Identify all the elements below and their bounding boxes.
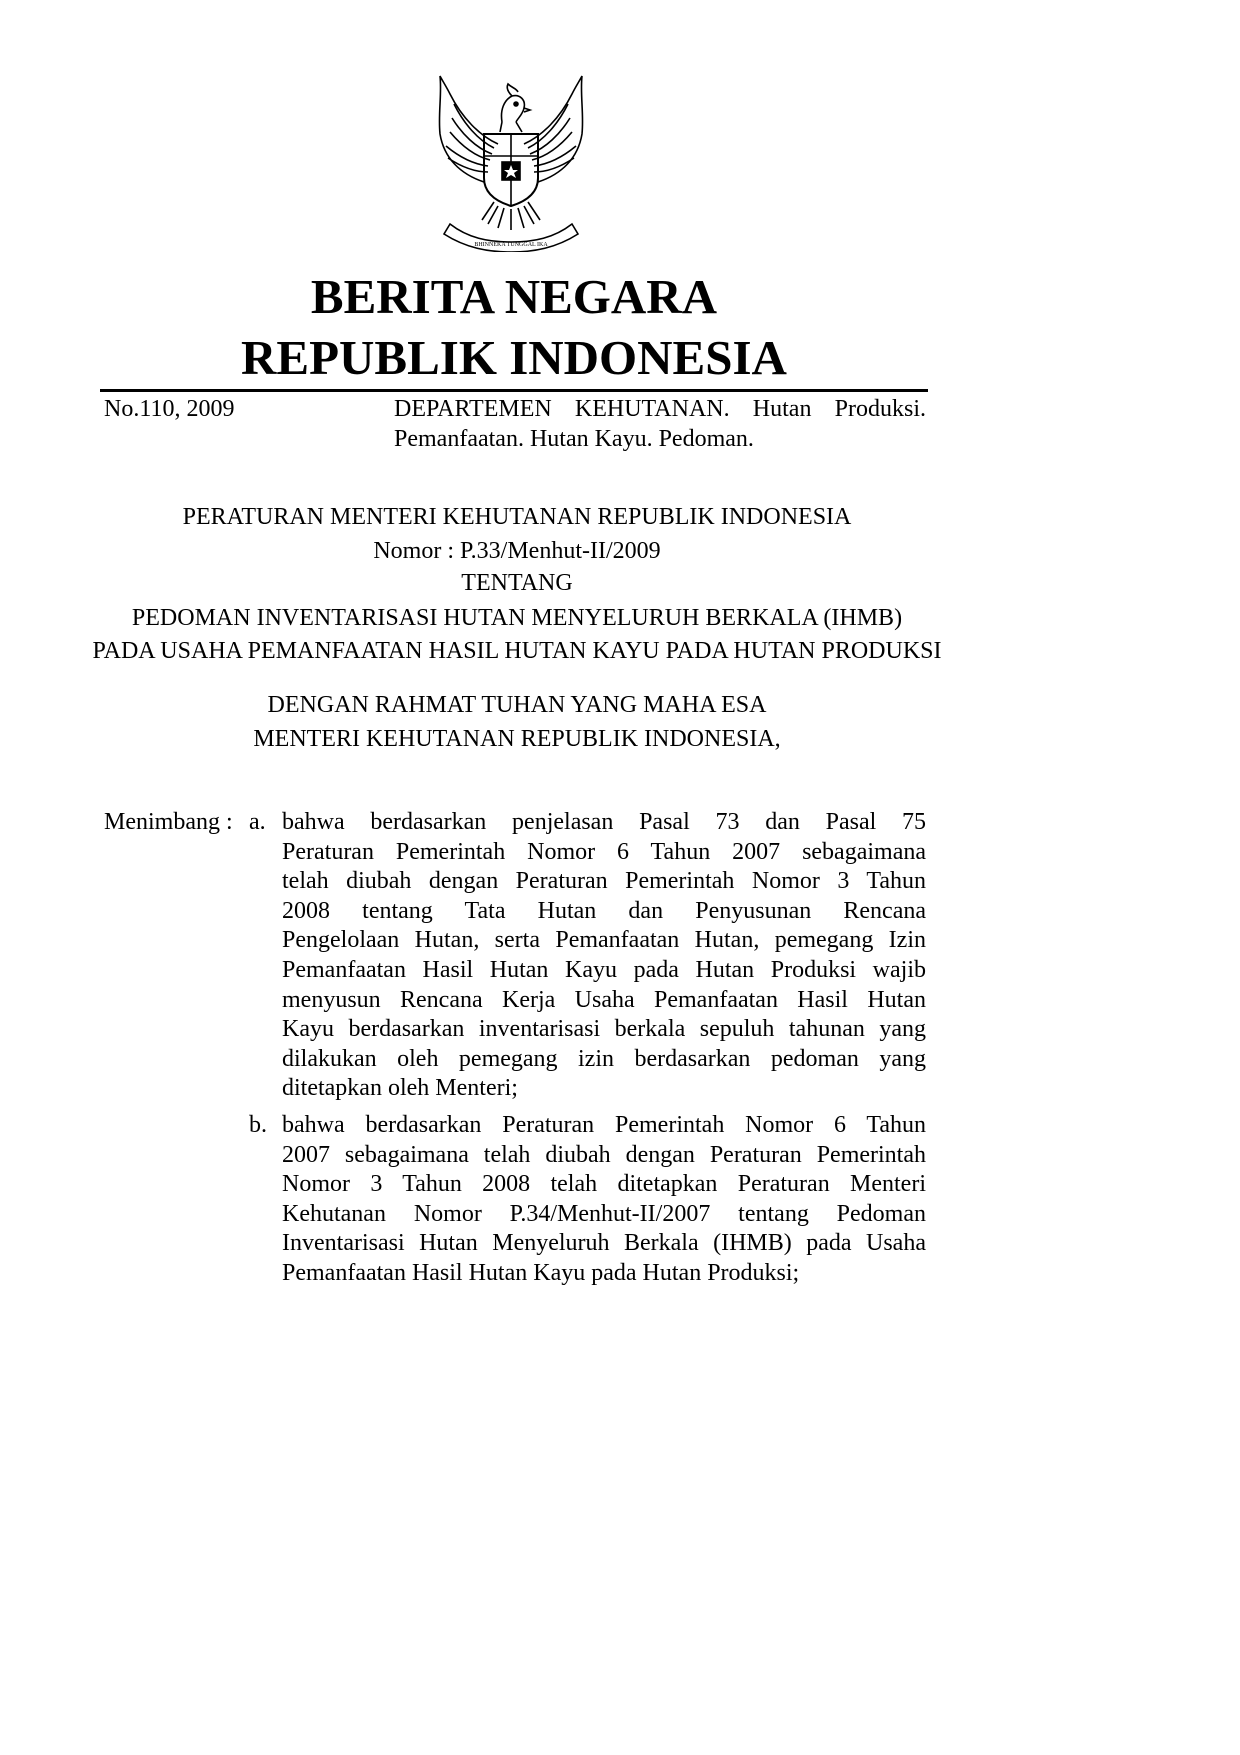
paragraph-line: Peraturan Pemerintah Nomor 6 Tahun 2007 sebagaimana [282,838,926,865]
paragraph-line: telah diubah dengan Peraturan Pemerintah Nomor 3 Tahun [282,868,926,895]
paragraph-line: bahwa berdasarkan Peraturan Pemerintah Nomor 6 Tahun [282,1112,926,1138]
paragraph-line: Kayu berdasarkan inventarisasi berkala sepuluh tahunan yang [282,1016,926,1043]
paragraph-line: Pemanfaatan Hasil Hutan Kayu pada Hutan Produksi; [282,1259,800,1286]
menimbang-item-a [282,808,926,1104]
menimbang-item-b [282,1111,926,1289]
paragraph-line: Pemanfaatan Hasil Hutan Kayu pada Hutan Produksi wajib [282,956,926,983]
paragraph-line: dilakukan oleh pemegang izin berdasarkan pedoman yang [282,1045,926,1072]
paragraph-line: ditetapkan oleh Menteri; [282,1075,518,1102]
paragraph-line: Pengelolaan Hutan, serta Pemanfaatan Hutan, pemegang Izin [282,927,926,954]
item-marker: a. [249,809,266,835]
paragraph-line: menyusun Rencana Kerja Usaha Pemanfaatan Hasil Hutan [282,986,926,1013]
paragraph-line: 2007 sebagaimana telah diubah dengan Peraturan Pemerintah [282,1141,926,1168]
masthead-subtitle: REPUBLIK INDONESIA [241,330,787,385]
issue-subject-line: Pemanfaatan. Hutan Kayu. Pedoman. [394,426,754,452]
garuda-emblem-icon [428,74,594,252]
emblem-banner-text: BHINNEKA TUNGGAL IKA [474,242,548,248]
issue-subject-line: DEPARTEMEN KEHUTANAN. Hutan Produksi. [394,396,926,422]
regulation-heading: PERATURAN MENTERI KEHUTANAN REPUBLIK INDONESIA [182,504,852,530]
regulation-tentang: TENTANG [461,570,573,596]
masthead-divider [100,389,928,392]
paragraph-line: 2008 tentang Tata Hutan dan Penyusunan Rencana [282,897,926,924]
regulation-number: Nomor : P.33/Menhut-II/2009 [373,538,661,564]
paragraph-line: bahwa berdasarkan penjelasan Pasal 73 dan Pasal 75 [282,809,926,835]
issue-subject [394,394,926,454]
preamble-line: MENTERI KEHUTANAN REPUBLIK INDONESIA, [253,726,781,752]
regulation-title-line: PADA USAHA PEMANFAATAN HASIL HUTAN KAYU PADA HUTAN PRODUKSI [92,638,942,664]
paragraph-line: Inventarisasi Hutan Menyeluruh Berkala (IHMB) pada Usaha [282,1230,926,1257]
regulation-title-line: PEDOMAN INVENTARISASI HUTAN MENYELURUH BERKALA (IHMB) [131,605,903,631]
issue-number: No.110, 2009 [104,396,235,422]
menimbang-label: Menimbang : [104,809,233,835]
paragraph-line: Kehutanan Nomor P.34/Menhut-II/2007 tentang Pedoman [282,1200,926,1227]
item-marker: b. [249,1112,267,1138]
paragraph-line: Nomor 3 Tahun 2008 telah ditetapkan Peraturan Menteri [282,1171,926,1198]
masthead-title: BERITA NEGARA [310,269,718,324]
preamble-line: DENGAN RAHMAT TUHAN YANG MAHA ESA [267,692,767,718]
